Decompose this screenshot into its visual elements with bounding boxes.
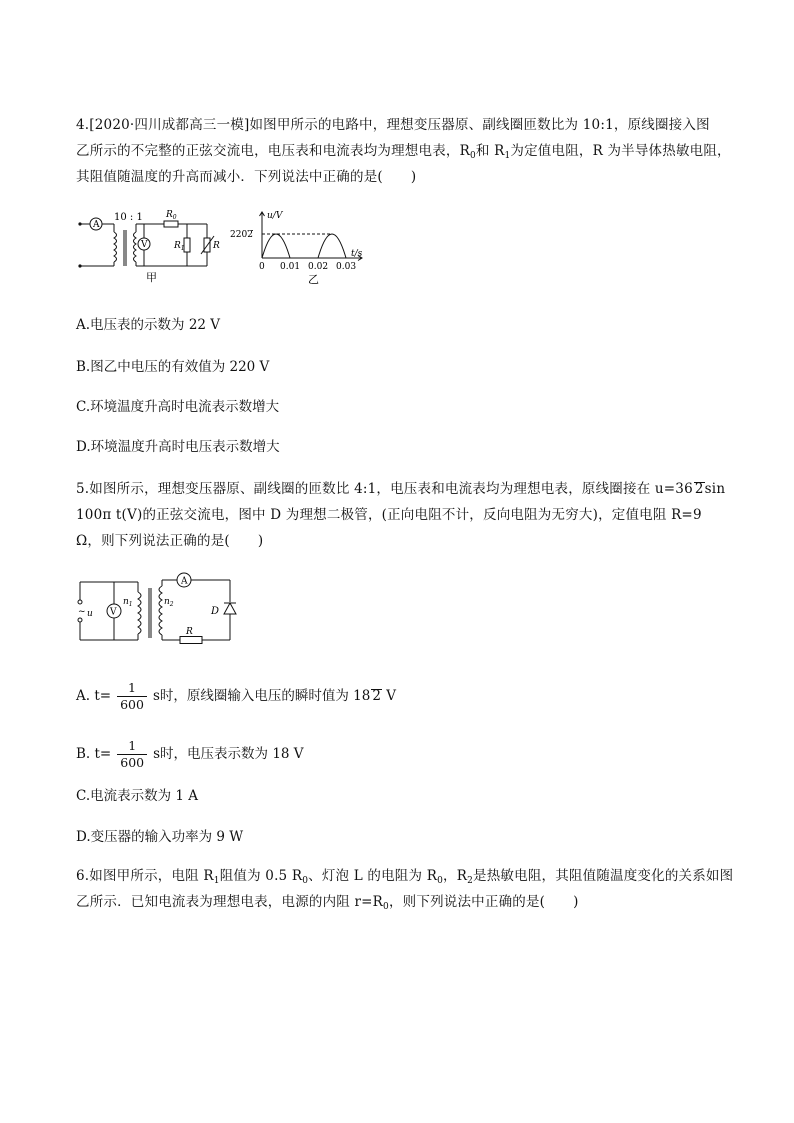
q5-option-a-text: s时，原线圈输入电压的瞬时值为 18	[152, 688, 371, 704]
q5-option-a-unit: V	[386, 688, 396, 704]
q4-voltmeter-label: V	[141, 240, 148, 250]
q4-tick-1: 0.01	[280, 262, 301, 272]
q6-stem-line2	[76, 893, 579, 916]
q4-ammeter-label: A	[93, 220, 100, 230]
q5-option-d[interactable]: D.变压器的输入功率为 9 W	[76, 829, 244, 845]
q6-line1-part-c: 、灯泡 L 的电阻为 R	[308, 868, 438, 884]
q4-figure-jia-caption: 甲	[146, 271, 157, 284]
q6-r2-subscript: 2	[467, 876, 474, 886]
q4-line2-part-b: 和 R	[475, 143, 505, 159]
q4-yaxis-label: u/V	[267, 211, 283, 221]
q4-figure-jia-circuit	[74, 204, 224, 284]
q4-figure-yi-waveform	[226, 206, 376, 286]
q4-r0-label: $R_0$	[166, 210, 177, 221]
q6-r1-subscript: 1	[213, 876, 220, 886]
q5-option-b-prefix: B. t=	[76, 746, 112, 762]
q6-answer-paren-close: )	[573, 894, 579, 910]
q4-peak-label: 2202	[230, 230, 253, 240]
q4-line3-text: 其阻值随温度的升高而减小．下列说法中正确的是(	[76, 169, 383, 185]
q5-ammeter-label: A	[181, 576, 188, 587]
q6-r0-subscript-b: 0	[437, 876, 443, 886]
q5-stem-line2: 100π t(V)的正弦交流电，图中 D 为理想二极管，(正向电阻不计，反向电阻为无穷大)，定值电阻 R=9	[76, 507, 702, 523]
q5-option-b-text: s时，电压表示数为 18 V	[153, 746, 304, 762]
q5-resistor-label: R	[186, 627, 193, 637]
q5-option-b-numerator: 1	[117, 738, 147, 755]
q5-line1-part-b: sin	[704, 481, 726, 497]
q4-line2-part-c: 为定值电阻，R 为半导体热敏电阻，	[510, 143, 731, 159]
q6-line1-part-a: 6.如图甲所示，电阻 R	[76, 868, 214, 884]
q4-stem-line2	[76, 142, 731, 165]
q5-option-b-fraction	[117, 738, 147, 771]
q5-diode-label: D	[211, 606, 220, 617]
q5-n1-label: $n_1$	[123, 597, 133, 608]
q5-sqrt: 2	[694, 481, 704, 497]
q5-line3-text: Ω，则下列说法正确的是(	[76, 533, 230, 549]
q5-source-label: u	[87, 609, 93, 619]
q6-line1-part-e: 是热敏电阻，其阻值随温度变化的关系如图	[473, 868, 734, 884]
q5-option-a[interactable]	[76, 680, 396, 713]
q4-r0-subscript: 0	[469, 151, 476, 161]
q5-source-tilde-icon: ~	[78, 607, 86, 617]
q4-tick-3: 0.03	[336, 262, 357, 272]
q5-line1-part-a: 5.如图所示，理想变压器原、副线圈的匝数比 4:1，电压表和电流表均为理想电表，原线圈接在 u=36	[76, 481, 693, 497]
q5-n2-label: $n_2$	[164, 597, 174, 608]
q5-answer-paren-close: )	[257, 533, 264, 549]
q5-option-c[interactable]: C.电流表示数为 1 A	[76, 788, 199, 804]
q6-line1-part-b: 阻值为 0.5 R	[219, 868, 303, 884]
q4-tick-2: 0.02	[308, 262, 329, 272]
q5-option-b-denominator: 600	[120, 755, 145, 770]
q5-option-a-fraction	[117, 680, 147, 713]
q6-line1-part-d: ，R	[443, 868, 468, 884]
q4-answer-paren-close: )	[410, 169, 417, 185]
q6-r0-subscript-c: 0	[383, 902, 389, 912]
q6-r0-subscript-a: 0	[302, 876, 309, 886]
q6-line2-part-b: ，则下列说法中正确的是(	[388, 894, 546, 910]
q6-line2-part-a: 乙所示．已知电流表为理想电表，电源的内阻 r=R	[76, 894, 384, 910]
q4-tick-0: 0	[259, 262, 265, 272]
q4-r1-subscript: 1	[504, 151, 511, 161]
q4-turns-ratio: 10 : 1	[114, 212, 143, 223]
q4-r1-label: $R_1$	[174, 241, 185, 252]
q4-option-b[interactable]: B.图乙中电压的有效值为 220 V	[76, 359, 270, 375]
q4-r-label: R	[213, 241, 220, 251]
q4-line2-part-a: 乙所示的不完整的正弦交流电，电压表和电流表均为理想电表，R	[76, 143, 470, 159]
q4-option-a[interactable]: A.电压表的示数为 22 V	[76, 317, 221, 333]
q6-stem-line1	[76, 867, 733, 890]
q4-stem-line3	[76, 168, 416, 186]
q5-option-a-prefix: A. t=	[76, 688, 112, 704]
q5-voltmeter-label: V	[110, 607, 117, 618]
q5-option-a-numerator: 1	[117, 680, 147, 697]
q4-option-c[interactable]: C.环境温度升高时电流表示数增大	[76, 399, 280, 415]
q4-xaxis-label: t/s	[351, 249, 363, 259]
q5-circuit-figure	[74, 570, 244, 650]
q5-stem-line1	[76, 480, 725, 498]
q5-option-a-sqrt: 2	[372, 688, 381, 704]
q4-option-d[interactable]: D.环境温度升高时电压表示数增大	[76, 439, 280, 455]
q5-option-a-denominator: 600	[120, 697, 144, 712]
q5-stem-line3	[76, 532, 263, 550]
q5-option-b[interactable]	[76, 738, 304, 771]
q4-figure-yi-caption: 乙	[308, 273, 319, 286]
q4-stem-line1: 4.[2020·四川成都高三一模]如图甲所示的电路中，理想变压器原、副线圈匝数比为 10:1，原线圈接入图	[76, 117, 710, 133]
